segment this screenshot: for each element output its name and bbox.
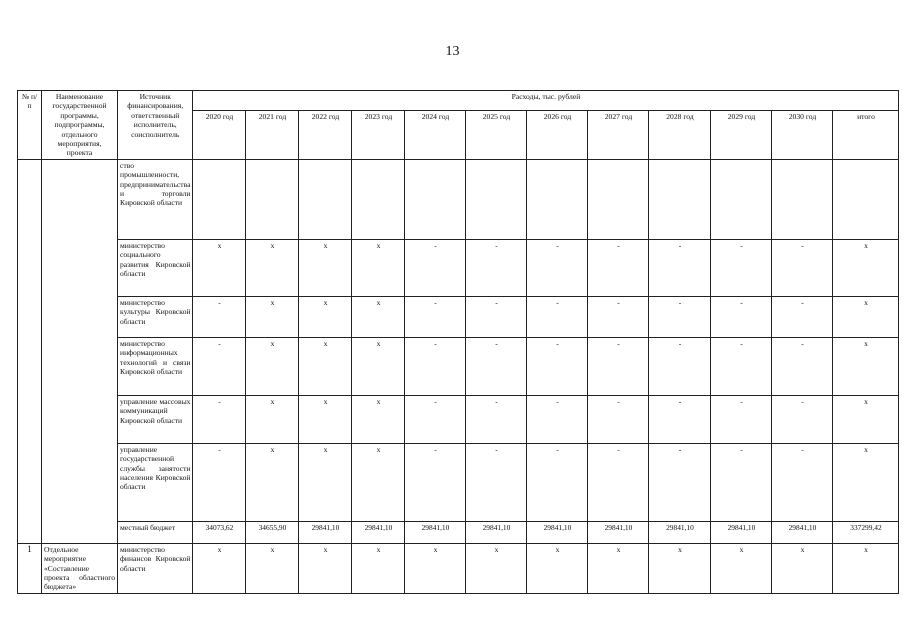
value-cell: х: [299, 296, 352, 337]
value-cell: х: [352, 239, 405, 296]
row-source-cell: министерство культуры Кировской области: [118, 296, 193, 337]
value-cell: х: [772, 543, 833, 593]
header-year-2: 2022 год: [299, 110, 352, 159]
value-cell: -: [772, 337, 833, 395]
value-cell: 29841,10: [466, 521, 527, 543]
value-cell: 29841,10: [405, 521, 466, 543]
header-year-4: 2024 год: [405, 110, 466, 159]
value-cell: -: [649, 395, 711, 443]
row-name-cell: [42, 159, 118, 543]
table-row: [18, 521, 899, 543]
value-cell: [527, 159, 588, 239]
header-year-3: 2023 год: [352, 110, 405, 159]
value-cell: -: [588, 337, 649, 395]
value-cell: х: [352, 543, 405, 593]
value-cell: х: [246, 443, 299, 521]
value-cell: х: [833, 296, 899, 337]
value-cell: -: [588, 239, 649, 296]
value-cell: -: [193, 296, 246, 337]
row-source-cell: министерство финансов Кировской области: [118, 543, 193, 593]
value-cell: 29841,10: [772, 521, 833, 543]
value-cell: -: [772, 443, 833, 521]
value-cell: -: [711, 296, 772, 337]
value-cell: [588, 159, 649, 239]
value-cell: [246, 159, 299, 239]
header-year-6: 2026 год: [527, 110, 588, 159]
header-year-5: 2025 год: [466, 110, 527, 159]
table-row: [18, 337, 899, 395]
value-cell: х: [352, 395, 405, 443]
value-cell: -: [527, 296, 588, 337]
value-cell: -: [193, 443, 246, 521]
table-row: [18, 395, 899, 443]
value-cell: 34655,90: [246, 521, 299, 543]
row-source-cell: ство промышленности, предпринимательства и торговли Кировской области: [118, 159, 193, 239]
value-cell: х: [833, 337, 899, 395]
value-cell: -: [405, 239, 466, 296]
value-cell: -: [588, 296, 649, 337]
value-cell: -: [527, 239, 588, 296]
value-cell: х: [527, 543, 588, 593]
value-cell: -: [466, 337, 527, 395]
header-year-8: 2028 год: [649, 110, 711, 159]
value-cell: х: [246, 239, 299, 296]
table-row: [18, 296, 899, 337]
value-cell: -: [772, 239, 833, 296]
value-cell: х: [246, 543, 299, 593]
value-cell: [711, 159, 772, 239]
row-source-cell: управление государственной службы занятости населения Кировской области: [118, 443, 193, 521]
table-row: [18, 239, 899, 296]
value-cell: х: [649, 543, 711, 593]
value-cell: -: [711, 395, 772, 443]
table-row: [18, 443, 899, 521]
value-cell: х: [833, 443, 899, 521]
value-cell: 29841,10: [649, 521, 711, 543]
value-cell: 29841,10: [711, 521, 772, 543]
value-cell: [193, 159, 246, 239]
value-cell: х: [711, 543, 772, 593]
value-cell: -: [711, 239, 772, 296]
table-row: [18, 543, 899, 593]
header-name: Наименование государственной программы, подпрограммы, отдельного мероприятия, проекта: [42, 91, 118, 160]
value-cell: х: [466, 543, 527, 593]
value-cell: х: [299, 395, 352, 443]
row-name-cell: Отдельное мероприятие «Составление проекта областного бюджета»: [42, 543, 118, 593]
value-cell: 337299,42: [833, 521, 899, 543]
row-source-cell: управление массовых коммуникаций Кировской области: [118, 395, 193, 443]
value-cell: [405, 159, 466, 239]
value-cell: х: [833, 543, 899, 593]
value-cell: х: [405, 543, 466, 593]
value-cell: х: [299, 443, 352, 521]
value-cell: -: [772, 296, 833, 337]
value-cell: х: [352, 296, 405, 337]
value-cell: -: [527, 337, 588, 395]
value-cell: х: [299, 239, 352, 296]
value-cell: -: [649, 239, 711, 296]
value-cell: -: [527, 395, 588, 443]
value-cell: 29841,10: [527, 521, 588, 543]
value-cell: х: [352, 337, 405, 395]
value-cell: х: [246, 337, 299, 395]
value-cell: -: [466, 395, 527, 443]
header-year-11: итого: [833, 110, 899, 159]
value-cell: -: [466, 296, 527, 337]
value-cell: -: [193, 337, 246, 395]
value-cell: -: [405, 395, 466, 443]
value-cell: [299, 159, 352, 239]
header-year-7: 2027 год: [588, 110, 649, 159]
value-cell: -: [772, 395, 833, 443]
value-cell: -: [649, 296, 711, 337]
value-cell: х: [833, 395, 899, 443]
table-head: [18, 91, 899, 160]
value-cell: -: [588, 443, 649, 521]
value-cell: -: [405, 443, 466, 521]
header-source: Источник финансирования, ответственный исполнитель, соисполнитель: [118, 91, 193, 160]
value-cell: х: [299, 337, 352, 395]
page-number: 13: [445, 44, 460, 59]
value-cell: 29841,10: [588, 521, 649, 543]
value-cell: х: [193, 543, 246, 593]
row-num-cell: 1: [18, 543, 42, 593]
value-cell: х: [352, 443, 405, 521]
value-cell: [772, 159, 833, 239]
value-cell: 29841,10: [352, 521, 405, 543]
value-cell: х: [193, 239, 246, 296]
header-year-1: 2021 год: [246, 110, 299, 159]
value-cell: х: [299, 543, 352, 593]
budget-table: [17, 90, 899, 594]
value-cell: -: [649, 337, 711, 395]
value-cell: -: [527, 443, 588, 521]
value-cell: х: [833, 239, 899, 296]
value-cell: -: [193, 395, 246, 443]
header-num: № п/п: [18, 91, 42, 160]
value-cell: -: [588, 395, 649, 443]
header-year-9: 2029 год: [711, 110, 772, 159]
row-source-cell: министерство социального развития Кировской области: [118, 239, 193, 296]
value-cell: [352, 159, 405, 239]
value-cell: -: [405, 337, 466, 395]
table-row: [18, 159, 899, 239]
header-year-10: 2030 год: [772, 110, 833, 159]
value-cell: х: [588, 543, 649, 593]
value-cell: [649, 159, 711, 239]
value-cell: [466, 159, 527, 239]
row-source-cell: министерство информационных технологий и связи Кировской области: [118, 337, 193, 395]
table-body: [18, 159, 899, 593]
value-cell: -: [466, 239, 527, 296]
value-cell: -: [649, 443, 711, 521]
value-cell: х: [246, 296, 299, 337]
value-cell: -: [711, 443, 772, 521]
value-cell: [833, 159, 899, 239]
row-num-cell: [18, 159, 42, 543]
value-cell: 34073,62: [193, 521, 246, 543]
value-cell: х: [246, 395, 299, 443]
header-year-0: 2020 год: [193, 110, 246, 159]
value-cell: -: [711, 337, 772, 395]
value-cell: -: [466, 443, 527, 521]
row-source-cell: местный бюджет: [118, 521, 193, 543]
value-cell: -: [405, 296, 466, 337]
value-cell: 29841,10: [299, 521, 352, 543]
header-expenses: Расходы, тыс. рублей: [193, 91, 899, 111]
